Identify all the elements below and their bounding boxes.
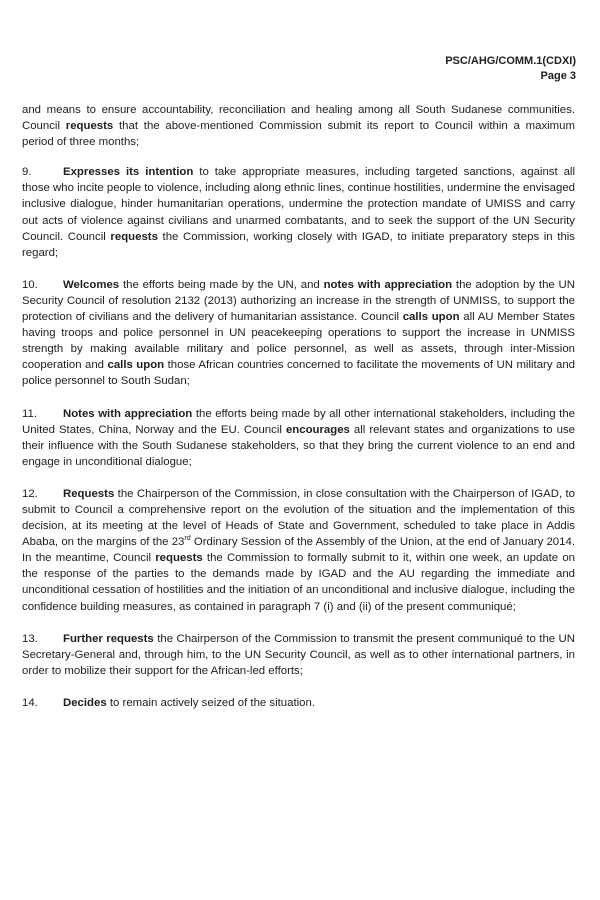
paragraph-10 [22, 277, 575, 390]
document-body [22, 102, 575, 727]
paragraph-text: all AU Member States having troops and police personnel in UN peacekeeping operations to support the increase in UNMISS strength by making available military and police personnel, as well as assets, through inter-Mission cooperation and [22, 311, 575, 372]
paragraph-text: to remain actively seized of the situation. [106, 696, 316, 709]
paragraph-text: Ordinary Session of the Assembly of the Union, at the end of January 2014. In the meantime, Council [22, 536, 575, 565]
document-reference: PSC/AHG/COMM.1(CDXI) [445, 55, 576, 67]
paragraph-text: the efforts being made by all other international stakeholders, including the United States, China, Norway and the EU. Council [22, 407, 575, 436]
paragraph-bold-text: Decides [63, 696, 107, 709]
paragraph-number: 9. [22, 166, 32, 179]
paragraph-13 [22, 631, 575, 679]
paragraph-text: all relevant states and organizations to use their influence with the South Sudanese stakeholders, so that they bring the current violence to an end and engage in unconditional dialogue; [22, 423, 575, 468]
paragraph-continuation [22, 102, 575, 150]
paragraph-bold-text: calls upon [107, 359, 165, 372]
paragraph-bold-text: notes with appreciation [323, 278, 453, 291]
paragraph-number: 12. [22, 487, 38, 500]
paragraph-number: 14. [22, 696, 38, 709]
paragraph-text: the efforts being made by the UN, and [119, 278, 324, 291]
paragraph-bold-text: Welcomes [63, 278, 120, 291]
paragraph-text: and means to ensure accountability, reconciliation and healing among all South Sudanese communities. Council [22, 104, 575, 133]
paragraph-text: that the above-mentioned Commission submit its report to Council within a maximum period of three months; [22, 120, 575, 149]
paragraph-bold-text: requests [155, 552, 203, 565]
paragraph-bold-text: Requests [63, 487, 115, 500]
paragraph-11 [22, 406, 575, 470]
paragraph-number: 10. [22, 278, 38, 291]
paragraph-text: the Commission, working closely with IGAD, to initiate preparatory steps in this regard; [22, 230, 576, 259]
paragraph-text: the Chairperson of the Commission to transmit the present communiqué to the UN Secretary-General and, through him, to the UN Security Council, as well as to other international partners, in order to mobilize their support for the African-led efforts; [22, 632, 575, 677]
paragraph-text: the adoption by the UN Security Council of resolution 2132 (2013) authorizing an increase in the strength of UNMISS, to support the protection of civilians and the delivery of humanitarian assistance. Council [22, 278, 576, 324]
page-number: Page 3 [540, 70, 576, 82]
ordinal-superscript: rd [184, 535, 191, 543]
paragraph-text: to take appropriate measures, including targeted sanctions, against all those who incite people to violence, including along ethnic lines, continue hostilities, undermine the envisaged inclusive dialogue, hinder humanitarian operations, undermine the protection mandate of UMISS and carry out acts of violence against civilians and unarmed combatants, and to seek the support of the UN Security Council. Council [22, 166, 575, 243]
paragraph-14 [22, 695, 575, 711]
paragraph-bold-text: requests [110, 230, 158, 243]
paragraph-number: 13. [22, 632, 38, 645]
paragraph-bold-text: encourages [285, 423, 350, 436]
paragraph-bold-text: requests [65, 120, 114, 133]
paragraph-text: those African countries concerned to facilitate the movements of UN military and police personnel to South Sudan; [22, 359, 575, 388]
paragraph-bold-text: Expresses its intention [63, 166, 194, 179]
page-header [445, 54, 576, 84]
paragraph-text: the Chairperson of the Commission, in close consultation with the Chairperson of IGAD, to submit to Council a comprehensive report on the evolution of the situation and the implementation of this decision, at its meeting at the level of Heads of State and Government, scheduled to take place in Addis Ababa, on the margins of the 23 [22, 487, 575, 549]
paragraph-bold-text: Further requests [63, 632, 154, 645]
paragraph-bold-text: Notes with appreciation [63, 407, 193, 420]
paragraph-number: 11. [22, 407, 37, 420]
paragraph-bold-text: calls upon [402, 311, 460, 324]
paragraph-text: the Commission to formally submit to it, within one week, an update on the response of the parties to the demands made by IGAD and the AU regarding the immediate and unconditional cessation of hostilities and the initiation of an unconditional and inclusive dialogue, including the confidence building measures, as contained in paragraph 7 (i) and (ii) of the present communiqué; [22, 552, 575, 613]
paragraph-12 [22, 486, 575, 615]
paragraph-9 [22, 164, 575, 261]
